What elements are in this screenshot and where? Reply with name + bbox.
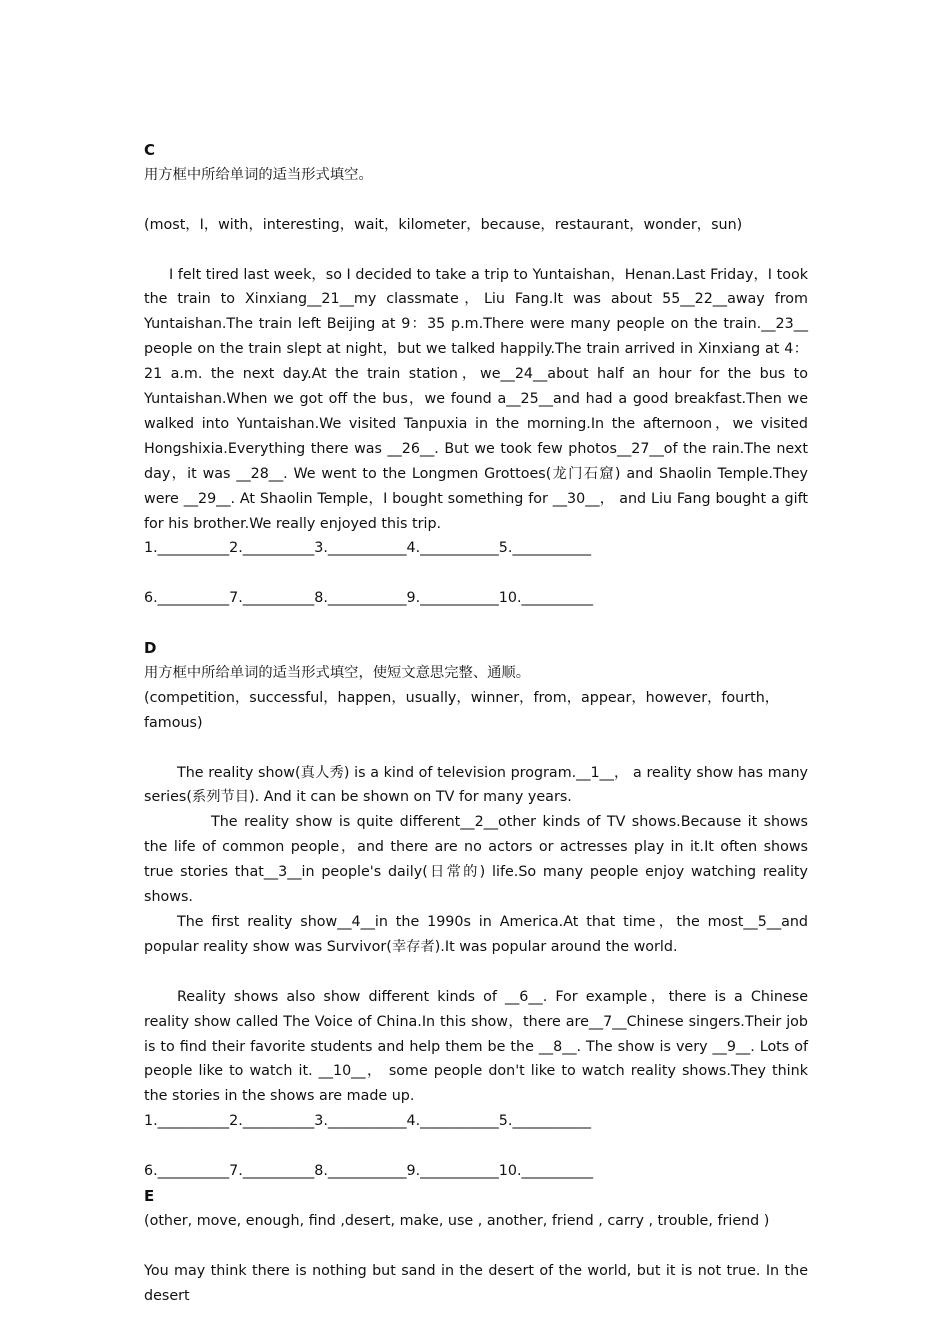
section-d-instruction: 用方框中所给单词的适当形式填空，使短文意思完整、通顺。 — [144, 664, 531, 681]
section-c-instruction: 用方框中所给单词的适当形式填空。 — [144, 166, 373, 183]
section-c-answer-row-2: 6.__________7.__________8.___________9.___________10.__________ — [144, 590, 594, 607]
section-d-word-bank: (competition，successful，happen，usually，winner，from，appear，however，fourth，famous) — [144, 689, 780, 731]
section-c-answer-row-1: 1.__________2.__________3.___________4.___________5.___________ — [144, 540, 592, 557]
section-d-paragraph-4: Reality shows also show different kinds of __6__. For example，there is a Chinese reality show called The Voice of China.In this show，there are__7__Chinese singers.Their job is to find their favorite students and help them be the __8__. The show is very __9__. Lots of people like to watch it. __10__， some people don't like to watch reality shows.They think the stories in the shows are made up. — [144, 988, 808, 1105]
section-c-word-bank: (most，I，with，interesting，wait，kilometer，because，restaurant，wonder，sun) — [144, 216, 743, 233]
section-e-letter: E — [144, 1186, 155, 1205]
document-content — [144, 138, 808, 1308]
section-d-answer-row-2: 6.__________7.__________8.___________9.___________10.__________ — [144, 1163, 594, 1180]
section-c-passage: I felt tired last week，so I decided to take a trip to Yuntaishan，Henan.Last Friday，I took the train to Xinxiang__21__my classmate，Liu Fang.It was about 55__22__away from Yuntaishan.The train left Beijing at 9：35 p.m.There were many people on the train.__23__ people on the train slept at night，but we talked happily.The train arrived in Xinxiang at 4：21 a.m. the next day.At the train station，we__24__about half an hour for the bus to Yuntaishan.When we got off the bus，we found a__25__and had a good breakfast.Then we walked into Yuntaishan.We visited Tanpuxia in the morning.In the afternoon，we visited Hongshixia.Everything there was __26__. But we took few photos__27__of the rain.The next day，it was __28__. We went to the Longmen Grottoes(龙门石窟) and Shaolin Temple.They were __29__. At Shaolin Temple，I bought something for __30__， and Liu Fang bought a gift for his brother.We really enjoyed this trip. — [144, 266, 808, 532]
section-d-paragraph-2: The reality show is quite different__2__other kinds of TV shows.Because it shows the life of common people，and there are no actors or actresses play in it.It often shows true stories that__3__in people's daily(日常的) life.So many people enjoy watching reality shows. — [144, 814, 808, 906]
section-d-paragraph-1: The reality show(真人秀) is a kind of television program.__1__， a reality show has many series(系列节目). And it can be shown on TV for many years. — [144, 764, 808, 806]
section-c-letter: C — [144, 141, 156, 159]
section-e-word-bank: (other, move, enough, find ,desert, make, use , another, friend , carry , trouble, friend ) — [144, 1212, 770, 1229]
section-d-letter: D — [144, 639, 157, 658]
section-d-answer-row-1: 1.__________2.__________3.___________4.___________5.___________ — [144, 1113, 592, 1130]
section-e-passage: You may think there is nothing but sand in the desert of the world, but it is not true. In the desert — [144, 1262, 808, 1304]
section-d-paragraph-3: The first reality show__4__in the 1990s in America.At that time，the most__5__and popular reality show was Survivor(幸存者).It was popular around the world. — [144, 914, 808, 955]
